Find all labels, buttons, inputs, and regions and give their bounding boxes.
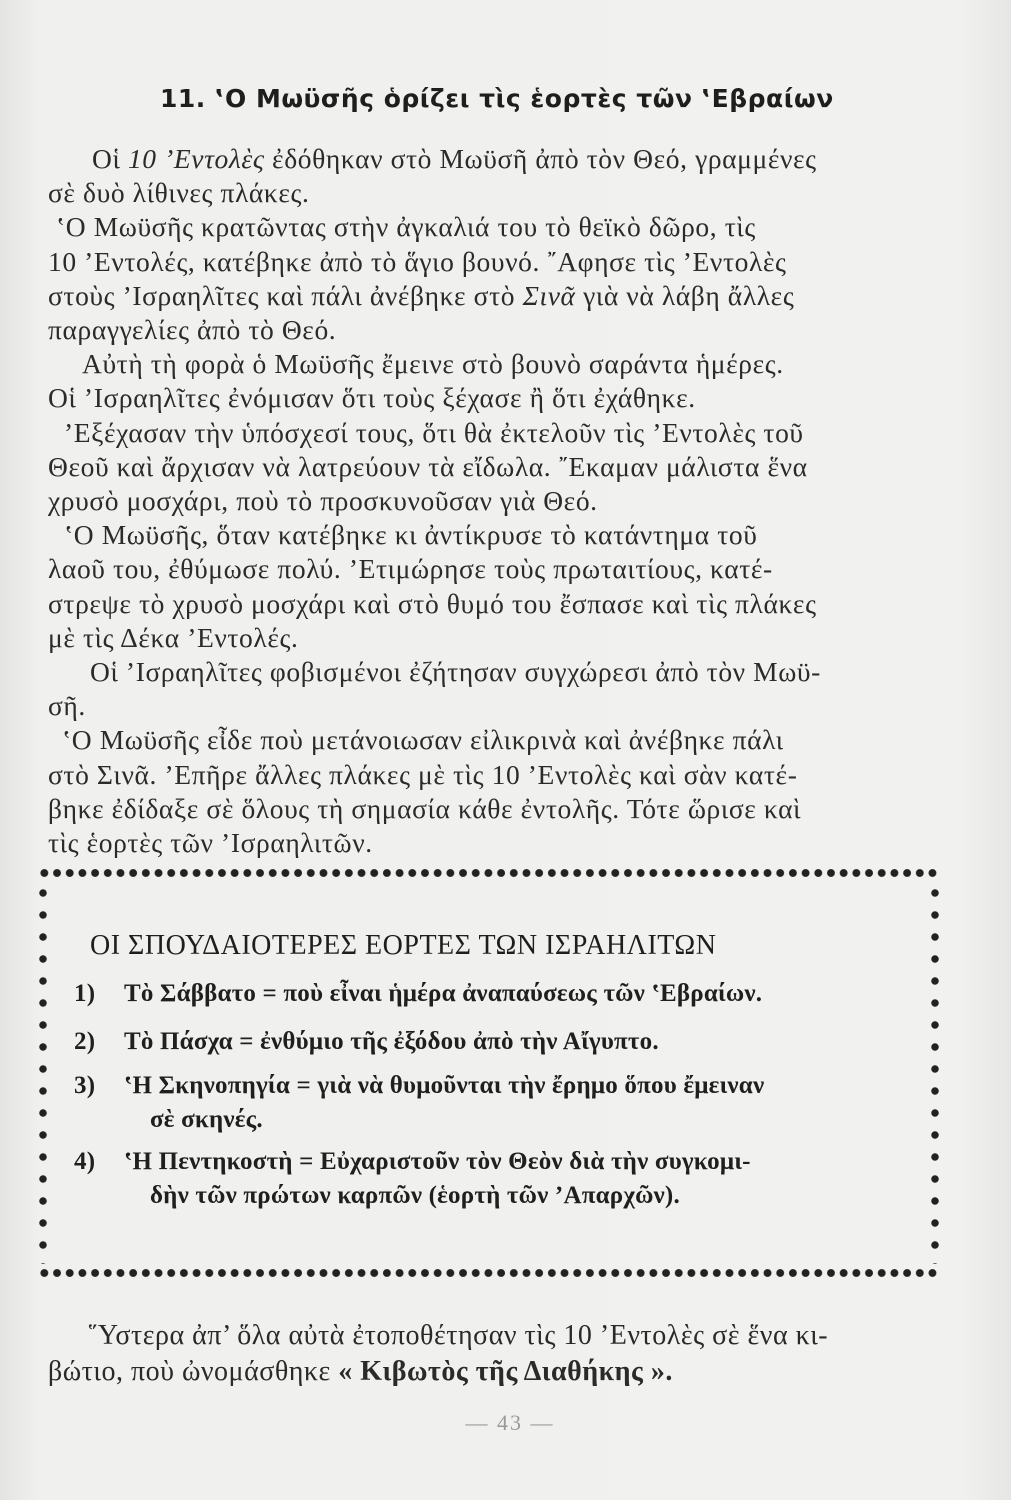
text-line: μὲ τὶς Δέκα ’Εντολές. (48, 621, 299, 653)
festival-text-continued: δὴν τῶν πρώτων καρπῶν (ἑορτὴ τῶν ’Απαρχῶν). (150, 1182, 680, 1209)
text-line: στρεψε τὸ χρυσὸ μοσχάρι καὶ στὸ θυμό του ἔσπασε καὶ τὶς πλάκες (48, 587, 817, 619)
paragraph-6 (48, 655, 948, 723)
dotted-border-top (38, 868, 940, 878)
body-text (48, 142, 948, 860)
dotted-border-right (930, 882, 940, 1264)
dotted-border-left (38, 882, 48, 1264)
text-line: λαοῦ του, ἐθύμωσε πολύ. ’Ετιμώρησε τοὺς πρωταιτίους, κατέ- (48, 553, 773, 585)
text-line: ‛Ο Μωϋσῆς κρατῶντας στὴν ἀγκαλιά του τὸ θεϊκὸ δῶρο, τὶς (56, 211, 756, 243)
festival-text: Τὸ Σάββατο = ποὺ εἶναι ἡμέρα ἀναπαύσεως τῶν ‛Εβραίων. (124, 980, 763, 1007)
dotted-border-bottom (38, 1268, 940, 1278)
paragraph-7 (48, 723, 948, 860)
festival-item (74, 980, 762, 1008)
ark-of-covenant-term: « Κιβωτὸς τῆς Διαθήκης ». (338, 1356, 673, 1387)
paragraph-2 (48, 210, 948, 347)
text-line: ῞Υστερα ἀπ’ ὅλα αὐτὰ ἐτοποθέτησαν τὶς 10 ’Εντολὲς σὲ ἕνα κι- (88, 1320, 829, 1351)
festival-text-continued: σὲ σκηνές. (150, 1106, 263, 1133)
text-line: Οἱ 10 ’Εντολὲς ἐδόθηκαν στὸ Μωϋσῆ ἀπὸ τὸν Θεό, γραμμένες (92, 143, 817, 174)
paragraph-3 (48, 347, 948, 415)
paragraph-1 (48, 142, 948, 210)
festival-item (74, 1072, 764, 1134)
festival-number: 4) (74, 1148, 96, 1175)
chapter-title: 11. ‛Ο Μωϋσῆς ὁρίζει τὶς ἑορτὲς τῶν ‛Εβραίων (160, 84, 834, 113)
text-line: παραγγελίες ἀπὸ τὸ Θεό. (48, 314, 337, 346)
festival-number: 3) (74, 1072, 96, 1099)
paragraph-4 (48, 416, 948, 519)
paragraph-5 (48, 518, 948, 655)
text-line: βηκε ἐδίδαξε σὲ ὅλους τὴ σημασία κάθε ἐντολῆς. Τότε ὥρισε καὶ (48, 792, 802, 824)
text-line: Οἱ ’Ισραηλῖτες φοβισμένοι ἐζήτησαν συγχώρεσι ἀπὸ τὸν Μωϋ- (90, 656, 821, 688)
text-line: τὶς ἑορτὲς τῶν ’Ισραηλιτῶν. (48, 827, 373, 859)
text-line: ‛Ο Μωϋσῆς εἶδε ποὺ μετάνοιωσαν εἰλικρινὰ καὶ ἀνέβηκε πάλι (62, 724, 784, 756)
page-number: — 43 — (465, 1410, 555, 1435)
text-line: ’Εξέχασαν τὴν ὑπόσχεσί τους, ὅτι θὰ ἐκτελοῦν τὶς ’Εντολὲς τοῦ (64, 416, 804, 448)
festivals-title: ΟΙ ΣΠΟΥΔΑΙΟΤΕΡΕΣ ΕΟΡΤΕΣ ΤΩΝ ΙΣΡΑΗΛΙΤΩΝ (90, 930, 717, 961)
text-line: βώτιο, ποὺ ὠνομάσθηκε « Κιβωτὸς τῆς Διαθήκης ». (48, 1356, 673, 1387)
text-line: στὸ Σινᾶ. ’Επῆρε ἄλλες πλάκες μὲ τὶς 10 ’Εντολὲς καὶ σὰν κατέ- (48, 758, 798, 790)
text-line: Αὐτὴ τὴ φορὰ ὁ Μωϋσῆς ἔμεινε στὸ βουνὸ σαράντα ἡμέρες. (82, 348, 784, 380)
festival-text: ‛Η Πεντηκοστὴ = Εὐχαριστοῦν τὸν Θεὸν διὰ τὴν συγκομι- (124, 1148, 751, 1175)
text-line: ‛Ο Μωϋσῆς, ὅταν κατέβηκε κι ἀντίκρυσε τὸ κατάντημα τοῦ (64, 519, 758, 551)
festival-item (74, 1028, 659, 1056)
festivals-box (38, 868, 940, 1278)
festival-item (74, 1148, 751, 1210)
emphasis: 10 ’Εντολὲς (127, 143, 265, 174)
festival-text: Τὸ Πάσχα = ἐνθύμιο τῆς ἐξόδου ἀπὸ τὴν Αἴγυπτο. (124, 1028, 659, 1055)
text-line: σὲ δυὸ λίθινες πλάκες. (48, 177, 310, 209)
emphasis: Σινᾶ (522, 279, 576, 311)
festival-number: 2) (74, 1028, 96, 1055)
text-line: Οἱ ’Ισραηλῖτες ἐνόμισαν ὅτι τοὺς ξέχασε ἢ ὅτι ἐχάθηκε. (48, 382, 696, 414)
text-line: Θεοῦ καὶ ἄρχισαν νὰ λατρεύουν τὰ εἴδωλα. ῎Εκαμαν μάλιστα ἕνα (48, 450, 808, 482)
text-line: στοὺς ’Ισραηλῖτες καὶ πάλι ἀνέβηκε στὸ Σινᾶ γιὰ νὰ λάβη ἄλλες (48, 279, 795, 311)
text-line: χρυσὸ μοσχάρι, ποὺ τὸ προσκυνοῦσαν γιὰ Θεό. (48, 485, 598, 517)
text-line: 10 ’Εντολές, κατέβηκε ἀπὸ τὸ ἅγιο βουνό. ῎Αφησε τὶς ’Εντολὲς (48, 245, 787, 277)
text-line: σῆ. (48, 690, 86, 722)
closing-paragraph (48, 1318, 968, 1390)
festival-text: ‛Η Σκηνοπηγία = γιὰ νὰ θυμοῦνται τὴν ἔρημο ὅπου ἔμειναν (124, 1072, 765, 1099)
festival-number: 1) (74, 980, 96, 1007)
